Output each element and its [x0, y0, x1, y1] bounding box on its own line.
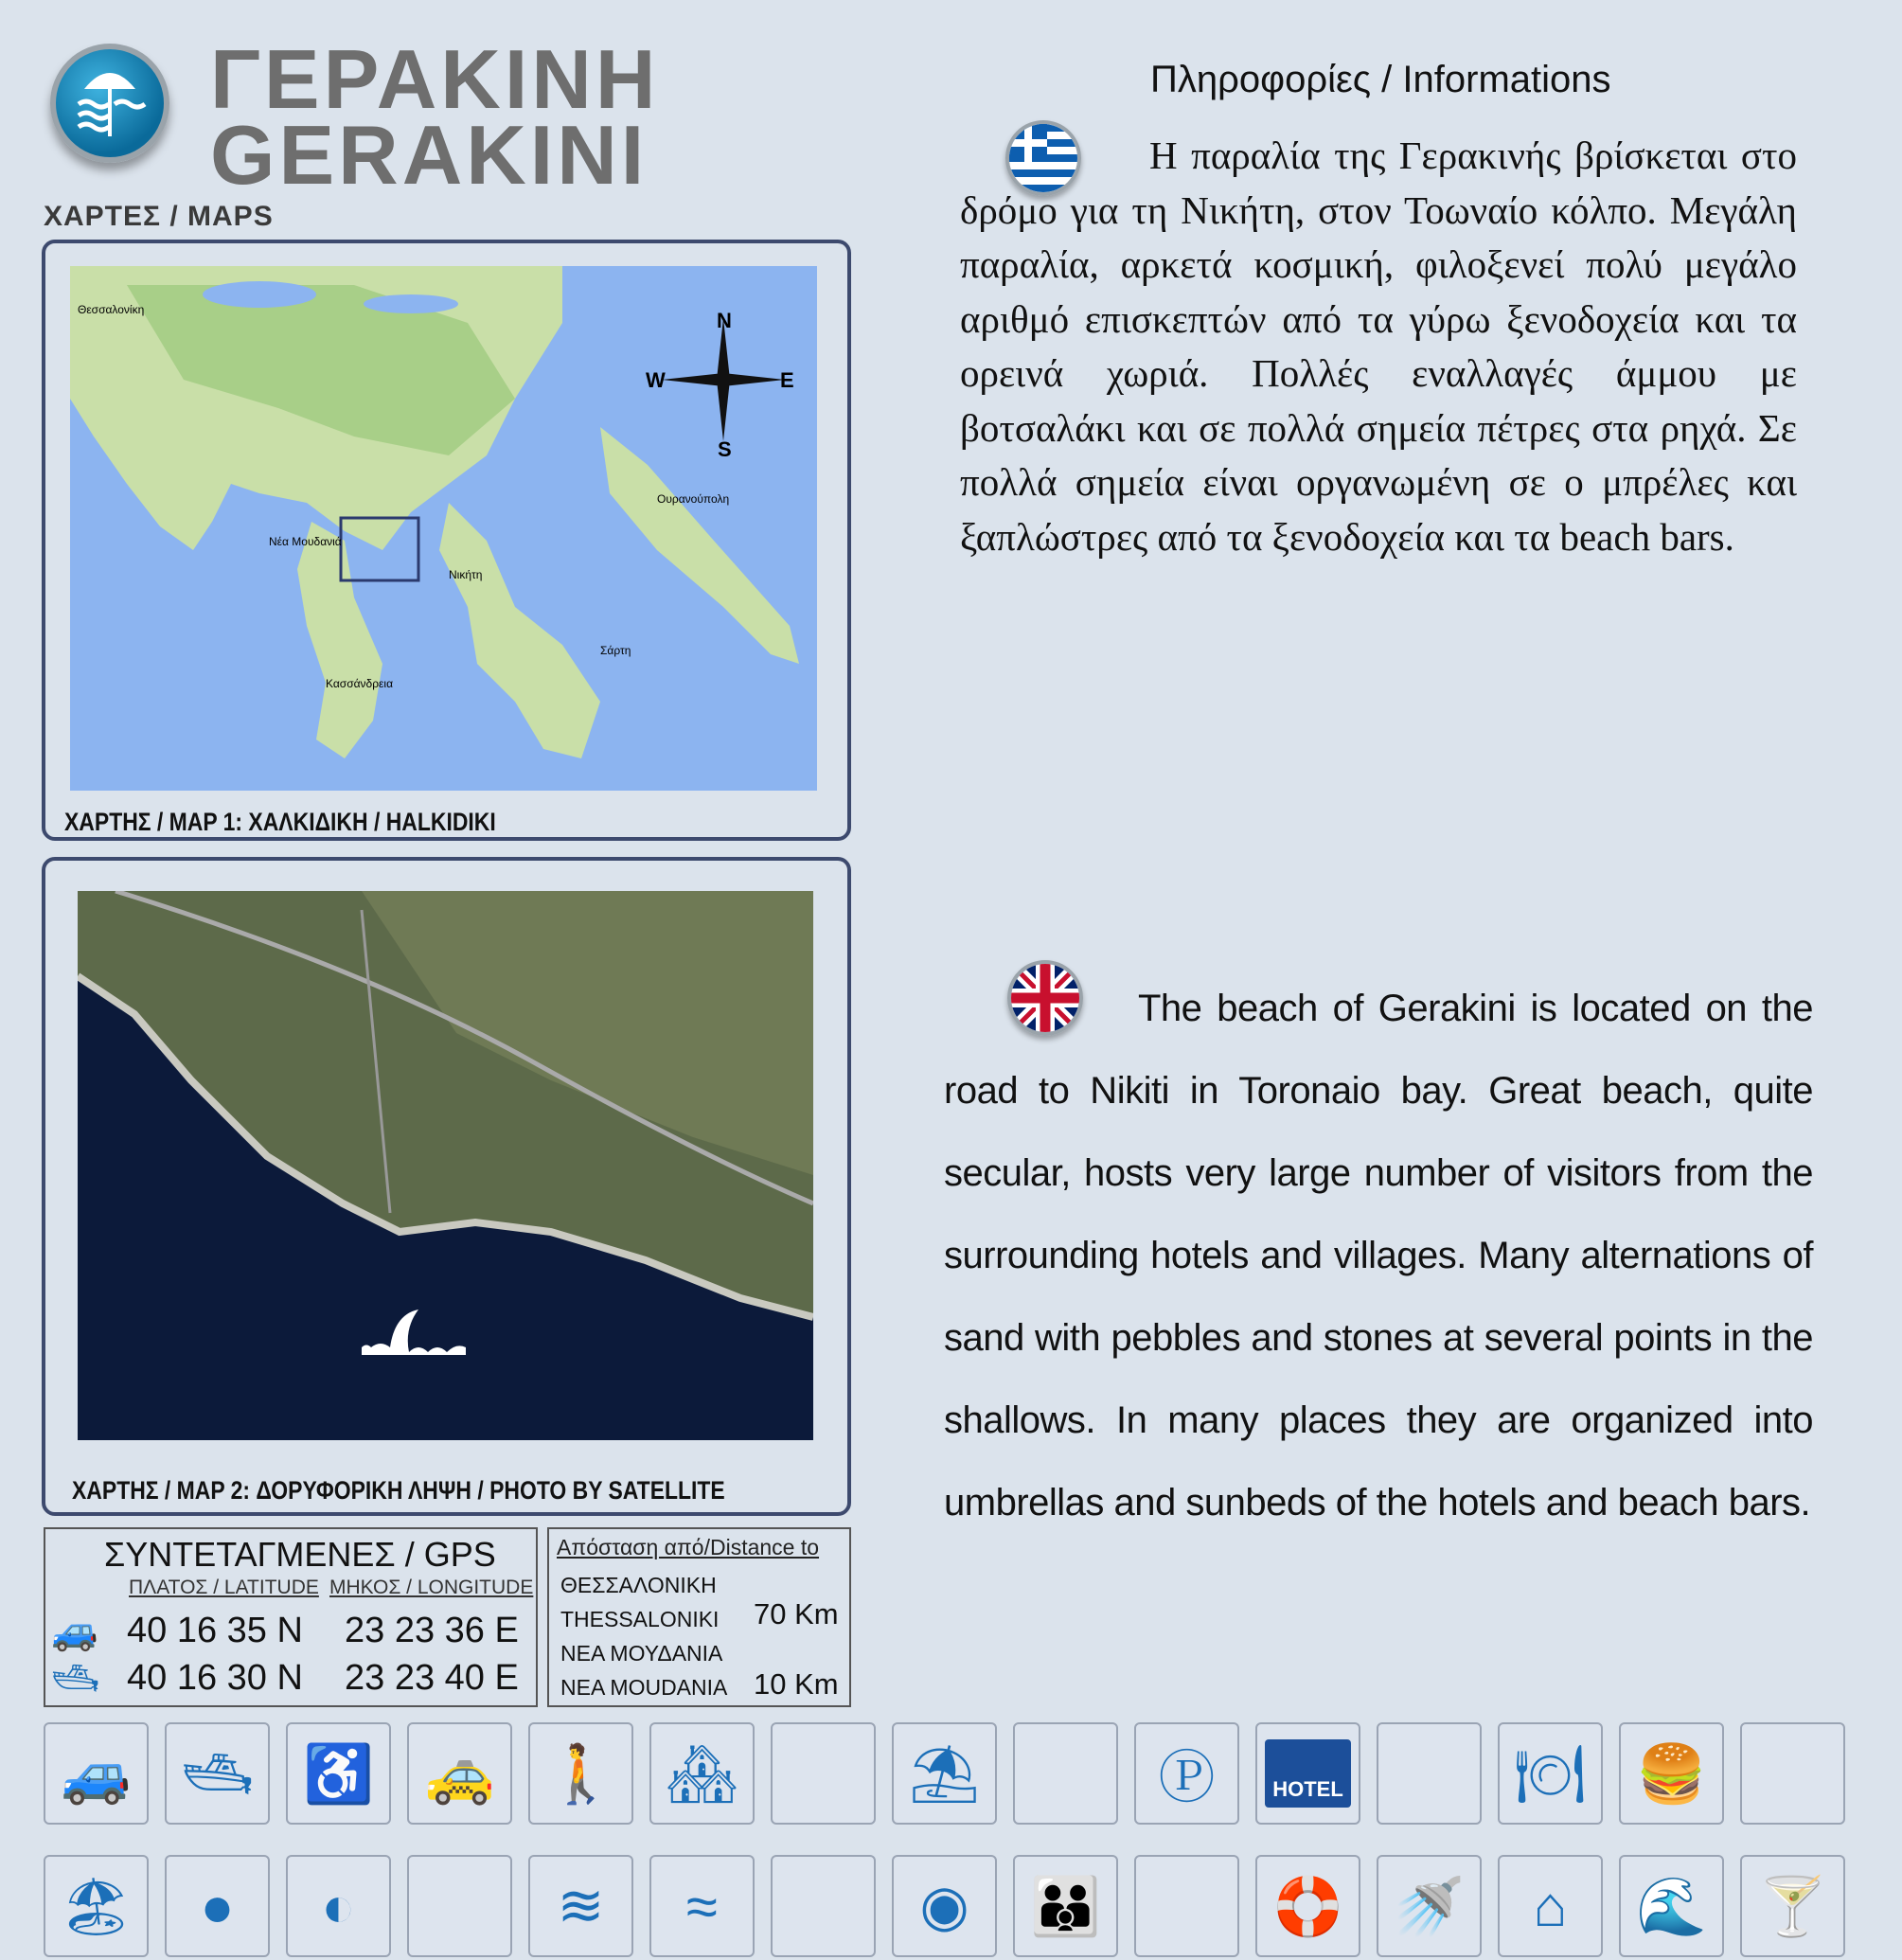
- family-icon: 👪: [1030, 1874, 1101, 1938]
- shower-icon: 🚿: [1394, 1874, 1465, 1938]
- facility-tile: [1619, 1722, 1724, 1825]
- facility-tile-empty: [1377, 1722, 1482, 1825]
- map1-halkidiki[interactable]: [70, 266, 817, 791]
- map-label: Σάρτη: [600, 644, 631, 657]
- changing-cabins-icon: ⌂: [1533, 1874, 1568, 1938]
- distance-dest-greek: ΝΕΑ ΜΟΥΔΑΝΙΑ: [560, 1641, 723, 1666]
- jet-ski-icon: 🌊: [1636, 1874, 1707, 1938]
- longitude-header: ΜΗΚΟΣ / LONGITUDE: [329, 1577, 534, 1598]
- map1-panel: [42, 240, 851, 841]
- distance-km: 10 Km: [754, 1667, 839, 1701]
- title-latin: GERAKINI: [210, 108, 649, 202]
- facility-tile: [892, 1855, 997, 1957]
- beach-logo: [50, 44, 169, 163]
- greek-description: Η παραλία της Γερακινής βρίσκεται στο δρόμο για τη Νικήτη, στον Τοωναίο κόλπο. Μεγάλη παραλία, αρκετά κοσμική, φιλοξενεί πολύ μεγάλο αριθμό επισκεπτών από τα γύρω ξενοδοχεία και τα ορεινά χωριά. Πολλές εναλλαγές άμμου με βοτσαλάκι και σε πολλά σημεία πέτρες στα ρηχά. Σε πολλά σημεία είναι οργανωμένη σε ο μπρέλες και ξαπλώστρες από τα ξενοδοχεία και τα beach bars.: [960, 134, 1797, 559]
- facility-tile: [892, 1722, 997, 1825]
- svg-text:S: S: [718, 437, 732, 461]
- info-heading: Πληροφορίες / Informations: [1150, 59, 1611, 100]
- facility-tile: [1377, 1855, 1482, 1957]
- sandy-beach-icon: 🏖: [60, 1874, 133, 1938]
- facility-tile: [1255, 1855, 1360, 1957]
- pebbles-icon: ●: [200, 1874, 235, 1938]
- svg-text:W: W: [646, 368, 666, 392]
- map2-caption: ΧΑΡΤΗΣ / MAP 2: ΔΟΡΥΦΟΡΙΚΗ ΛΗΨΗ / PHOTO BY SATELLITE: [72, 1476, 725, 1505]
- facility-tile: [165, 1855, 270, 1957]
- svg-text:N: N: [717, 309, 732, 332]
- parking-icon: Ⓟ: [1158, 1746, 1216, 1809]
- facility-tile: [1740, 1855, 1845, 1957]
- facility-tile-empty: [407, 1855, 512, 1957]
- facility-tile: [649, 1855, 755, 1957]
- lifeguard-icon: 🛟: [1272, 1874, 1343, 1938]
- distance-title: Απόσταση από/Distance to: [557, 1535, 820, 1559]
- facility-tile-empty: [1740, 1722, 1845, 1825]
- car-latitude: 40 16 35 N: [127, 1611, 303, 1650]
- map2-panel: [42, 857, 851, 1516]
- boat-latitude: 40 16 30 N: [127, 1658, 303, 1698]
- distance-dest-latin: THESSALONIKI: [560, 1607, 720, 1631]
- facility-tile: [1498, 1855, 1603, 1957]
- gps-title: ΣΥΝΤΕΤΑΓΜΕΝΕΣ / GPS: [104, 1535, 496, 1574]
- facility-tile: [286, 1722, 391, 1825]
- facility-tile: [1619, 1855, 1724, 1957]
- facility-tile: [44, 1855, 149, 1957]
- car-icon: 🚙: [51, 1611, 98, 1652]
- boat-icon: 🛥: [181, 1741, 254, 1806]
- umbrella-sunbed-icon: ⛱: [908, 1741, 981, 1806]
- car-icon: 🚙: [61, 1741, 132, 1806]
- facility-tile: [165, 1722, 270, 1825]
- facility-tile: [1134, 1722, 1239, 1825]
- distance-km: 70 Km: [754, 1597, 839, 1630]
- page-title: [210, 32, 660, 202]
- facility-tile: [286, 1855, 391, 1957]
- facility-tile-empty: [1013, 1722, 1118, 1825]
- map-label: Νικήτη: [449, 568, 483, 581]
- maps-heading: ΧΑΡΤΕΣ / MAPS: [44, 201, 274, 232]
- map-label: Κασσάνδρεια: [326, 677, 394, 690]
- cocktail-icon: 🍸: [1757, 1874, 1828, 1938]
- facility-tile: [528, 1722, 633, 1825]
- restaurant-icon: 🍽: [1514, 1741, 1587, 1806]
- latitude-header: ΠΛΑΤΟΣ / LATITUDE: [129, 1577, 319, 1598]
- shallow-water-icon: ≋: [557, 1874, 605, 1937]
- facility-tile-empty: [771, 1722, 876, 1825]
- boat-icon: 🛥: [51, 1658, 99, 1700]
- facility-tile-empty: [771, 1855, 876, 1957]
- car-longitude: 23 23 36 E: [345, 1611, 519, 1650]
- wheelchair-icon: ♿: [303, 1741, 374, 1806]
- fast-food-icon: 🍔: [1636, 1741, 1707, 1806]
- facility-tile: [1013, 1855, 1118, 1957]
- deep-water-icon: ≈: [686, 1874, 718, 1938]
- svg-text:E: E: [780, 368, 794, 392]
- taxi-bus-icon: 🚕: [424, 1741, 495, 1806]
- facility-tile: [44, 1722, 149, 1825]
- map-label: Νέα Μουδανιά: [269, 535, 342, 548]
- gps-box: [44, 1527, 538, 1707]
- hikers-icon: 🚶: [545, 1741, 616, 1806]
- map2-satellite[interactable]: [78, 891, 813, 1440]
- facility-tile-empty: [1134, 1855, 1239, 1957]
- title-greek: ΓΕΡΑΚΙΝΗ: [210, 32, 660, 126]
- map-label: Ουρανούπολη: [657, 492, 730, 506]
- english-description: The beach of Gerakini is located on the road to Nikiti in Toronaio bay. Great beach, quite secular, hosts very large number of visitors from the surrounding hotels and villages. Many alternations of sand with pebbles and stones at several points in the shallows. In many places they are organized into umbrellas and sunbeds of the hotels and beach bars.: [944, 988, 1813, 1523]
- rocks-icon: ◐: [321, 1874, 356, 1938]
- distance-dest-latin: NEA MOUDANIA: [560, 1675, 728, 1700]
- map-label: Θεσσαλονίκη: [78, 303, 145, 316]
- facility-tile: [528, 1855, 633, 1957]
- facility-tile: [407, 1722, 512, 1825]
- boat-longitude: 23 23 40 E: [345, 1658, 519, 1698]
- facility-tile: [1498, 1722, 1603, 1825]
- hotel-icon: HOTEL: [1265, 1739, 1351, 1808]
- blue-flag-icon: ◉: [919, 1874, 969, 1937]
- facility-tile: [649, 1722, 755, 1825]
- map1-caption: ΧΑΡΤΗΣ / MAP 1: ΧΑΛΚΙΔΙΚΗ / HALKIDIKI: [64, 808, 496, 836]
- distance-box: [547, 1527, 851, 1707]
- distance-dest-greek: ΘΕΣΣΑΛΟΝΙΚΗ: [560, 1573, 717, 1597]
- facility-tile: [1255, 1722, 1360, 1825]
- houses-icon: 🏘: [666, 1741, 738, 1806]
